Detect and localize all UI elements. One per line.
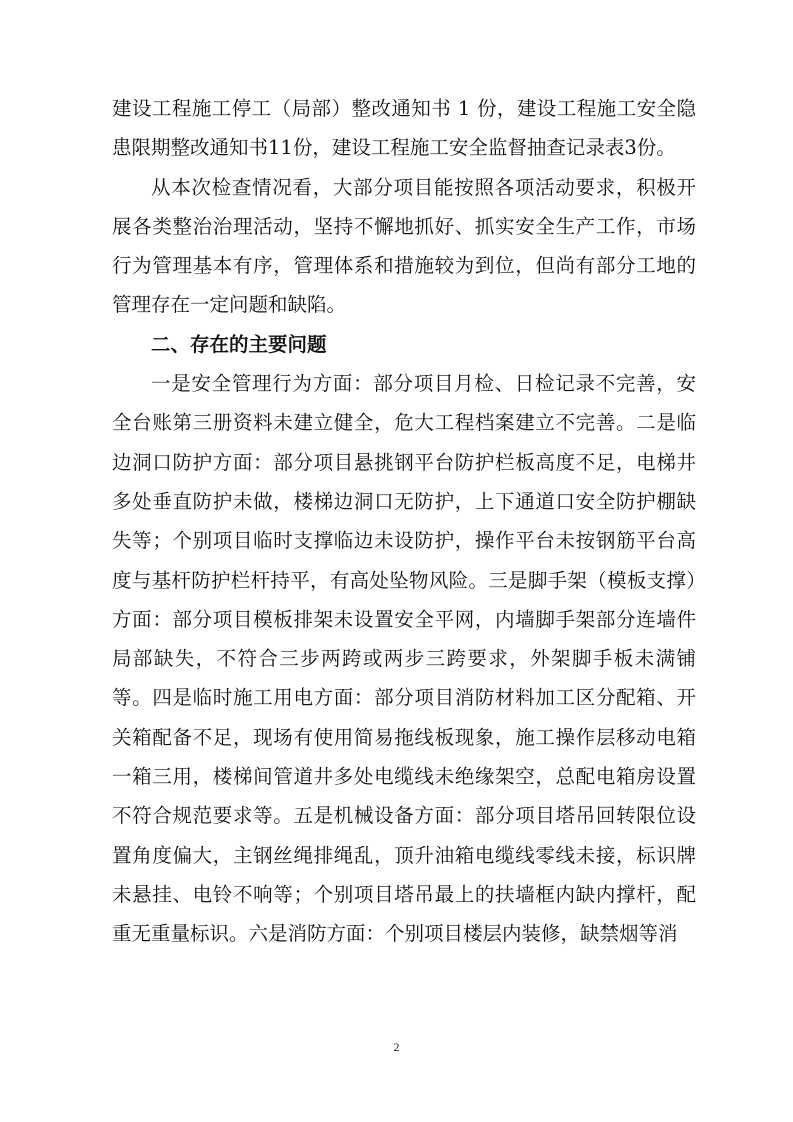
paragraph-inspection-summary: 从本次检查情况看，大部分项目能按照各项活动要求，积极开展各类整治治理活动，坚持不懈地抓好、抓实安全生产工作，市场行为管理基本有序，管理体系和措施较为到位，但尚有部分工地的管理存在一定问题和缺陷。 — [112, 175, 696, 317]
body-text — [112, 89, 696, 954]
paragraph-main-problems: 一是安全管理行为方面：部分项目月检、日检记录不完善，安全台账第三册资料未建立健全，危大工程档案建立不完善。二是临边洞口防护方面：部分项目悬挑钢平台防护栏板高度不足，电梯井多处垂直防护未做，楼梯边洞口无防护，上下通道口安全防护棚缺失等；个别项目临时支撑临边未设防护，操作平台未按钢筋平台高度与基杆防护栏杆持平，有高处坠物风险。三是脚手架（模板支撑）方面：部分项目模板排架未设置安全平网，内墙脚手架部分连墙件局部缺失，不符合三步两跨或两步三跨要求，外架脚手板未满铺等。四是临时施工用电方面：部分项目消防材料加工区分配箱、开关箱配备不足，现场有使用简易拖线板现象，施工操作层移动电箱一箱三用，楼梯间管道井多处电缆线未绝缘架空，总配电箱房设置不符合规范要求等。五是机械设备方面：部分项目塔吊回转限位设置角度偏大，主钢丝绳排绳乱，顶升油箱电缆线零线未接，标识牌未悬挂、电铃不响等；个别项目塔吊最上的扶墙框内缺内撑杆，配重无重量标识。六是消防方面：个别项目楼层内装修，缺禁烟等消 — [112, 372, 696, 946]
page-number: 2 — [393, 1040, 400, 1054]
section-heading: 二、存在的主要问题 — [151, 332, 327, 356]
paragraph-notices: 建设工程施工停工（局部）整改通知书 1 份，建设工程施工安全隐患限期整改通知书11份，建设工程施工安全监督抽查记录表3份。 — [112, 97, 696, 160]
